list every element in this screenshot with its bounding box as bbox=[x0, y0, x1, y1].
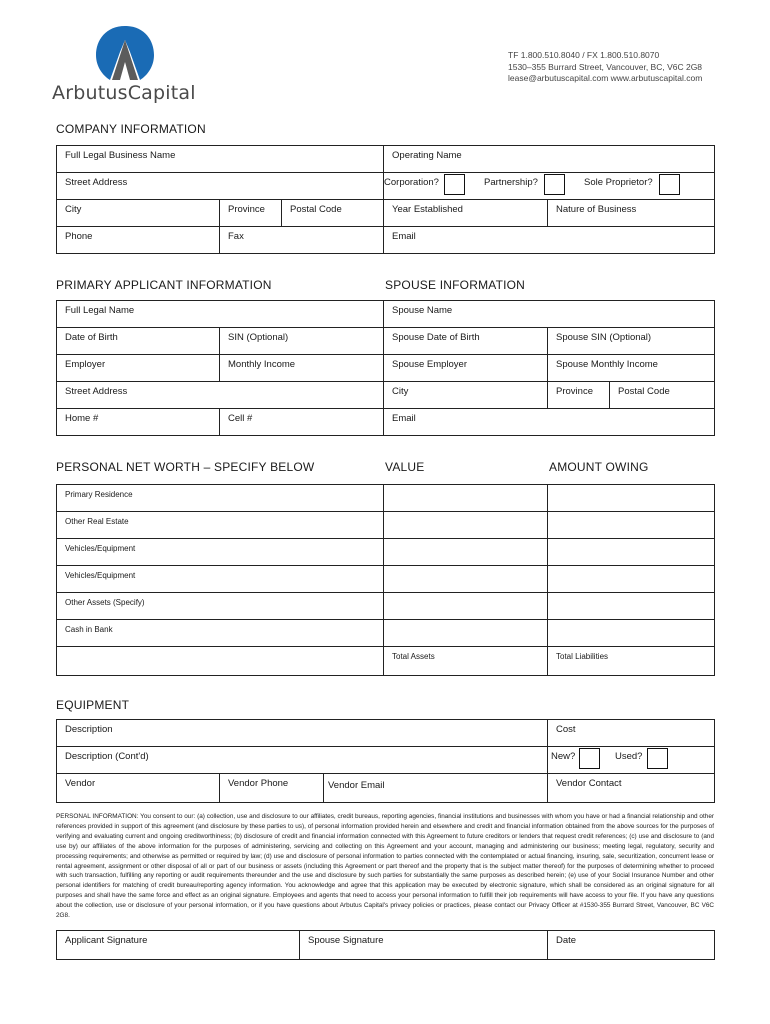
sole-proprietor-label: Sole Proprietor? bbox=[584, 177, 653, 188]
asset-row-label: Primary Residence bbox=[57, 485, 384, 512]
sole-proprietor-checkbox[interactable] bbox=[659, 174, 680, 195]
company-info-heading: COMPANY INFORMATION bbox=[56, 122, 206, 136]
applicant-postal-code-field[interactable] bbox=[610, 382, 715, 409]
net-worth-heading: PERSONAL NET WORTH – SPECIFY BELOW bbox=[56, 460, 315, 474]
business-type-checkboxes bbox=[384, 173, 715, 200]
field-label: City bbox=[65, 204, 82, 215]
field-label: Spouse Name bbox=[392, 305, 453, 316]
field-label: Email bbox=[392, 231, 416, 242]
asset-owing-field[interactable] bbox=[548, 566, 715, 593]
contact-address: 1530–355 Burrard Street, Vancouver, BC, V6C 2G8 bbox=[508, 61, 703, 72]
full-legal-business-name-field[interactable] bbox=[57, 146, 384, 173]
applicant-home-phone-field[interactable] bbox=[57, 409, 220, 436]
total-liabilities-field[interactable] bbox=[548, 647, 715, 676]
asset-value-field[interactable] bbox=[384, 485, 548, 512]
logo-wordmark: ArbutusCapital bbox=[52, 82, 196, 104]
field-label: SIN (Optional) bbox=[228, 332, 289, 343]
field-label: Home # bbox=[65, 413, 99, 424]
field-label: Phone bbox=[65, 231, 93, 242]
applicant-signature-field[interactable] bbox=[57, 931, 300, 960]
field-label: Vendor Contact bbox=[556, 778, 622, 789]
field-label: City bbox=[392, 386, 409, 397]
contact-block bbox=[508, 50, 748, 85]
field-label: Monthly Income bbox=[228, 359, 296, 370]
asset-value-field[interactable] bbox=[384, 566, 548, 593]
field-label: Total Assets bbox=[392, 652, 435, 661]
field-label: Street Address bbox=[65, 177, 128, 188]
field-label: Full Legal Name bbox=[65, 305, 135, 316]
spouse-sin-field[interactable] bbox=[548, 328, 715, 355]
spouse-dob-field[interactable] bbox=[384, 328, 548, 355]
asset-value-field[interactable] bbox=[384, 512, 548, 539]
field-label: Province bbox=[556, 386, 593, 397]
field-label: Cost bbox=[556, 724, 576, 735]
field-label: Spouse SIN (Optional) bbox=[556, 332, 652, 343]
asset-value-field[interactable] bbox=[384, 539, 548, 566]
field-label: Vendor bbox=[65, 778, 96, 789]
new-checkbox[interactable] bbox=[579, 748, 600, 769]
field-label: Spouse Date of Birth bbox=[392, 332, 480, 343]
field-label: Spouse Employer bbox=[392, 359, 467, 370]
field-label: Operating Name bbox=[392, 150, 462, 161]
asset-value-field[interactable] bbox=[384, 593, 548, 620]
arbutus-logo-icon bbox=[90, 22, 160, 84]
field-label: Full Legal Business Name bbox=[65, 150, 176, 161]
company-info-table bbox=[56, 145, 715, 254]
vendor-contact-field[interactable] bbox=[548, 774, 715, 803]
equipment-table bbox=[56, 719, 715, 803]
field-label: Vendor Phone bbox=[228, 778, 289, 789]
applicant-cell-phone-field[interactable] bbox=[220, 409, 384, 436]
field-label: Applicant Signature bbox=[65, 935, 148, 946]
contact-phones: TF 1.800.510.8040 / FX 1.800.510.8070 bbox=[508, 50, 660, 60]
asset-row-label: Vehicles/Equipment bbox=[57, 539, 384, 566]
asset-owing-field[interactable] bbox=[548, 593, 715, 620]
asset-owing-field[interactable] bbox=[548, 512, 715, 539]
field-label: Spouse Monthly Income bbox=[556, 359, 658, 370]
asset-owing-field[interactable] bbox=[548, 539, 715, 566]
personal-information-consent: PERSONAL INFORMATION: You consent to our: (a) collection, use and disclosure to our affiliates, credit bureaus, reporting agencies, financial institutions and businesses with whom you have or had a financial relationship and other references provided in support of this agreement (and disclosure by these parties to us), of personal information provided herein and elsewhere and credit and financial information obtained from the above sources for the purposes of verifying and evaluating current and ongoing creditworthiness; (b) disclosure of credit and financial information connected with this Agreement to future creditors or lenders that request credit references; (c) use and disclosure to (and use by) our affiliates of the above information for the purposes of administering, servicing and collecting on this Agreement and your account, managing and administering our business; meeting legal, regulatory, security and processing requirements; and otherwise as permitted or required by law; (d) use and disclosure of personal information to parties connected with the contemplated or actual financing, insuring, sale, securitization, concurrent lease or rental agreement, assignment or other disposal of all or part of our business or assets (including this Agreement or part thereof and the property that is the subject matter thereof) for the purposes of determining whether to proceed with such transaction, fulfilling any reporting or audit requirements thereunder and the use and disclosure by such parties for substantially the same purposes as described herein; (e) use of your Social Insurance Number and other personal identifiers for matching of credit bureau/reporting agency information. You acknowledge and agree that this application may be executed by electronic signature, which shall be considered as an original signature for all purposes and shall have the same force and effect as an original signature. Employees and agents that need to access your personal information to fulfill their job requirements will have access to your file. If you have any questions about the collection, use or disclosure of your personal information, or if you have questions about Arbutus Capital's privacy policies or practices, please contact our Privacy Officer at #1530-355 Burrard Street, Vancouver, BC V6C 2G8. bbox=[56, 813, 714, 920]
field-label: Date bbox=[556, 935, 577, 946]
field-label: Employer bbox=[65, 359, 106, 370]
operating-name-field[interactable] bbox=[384, 146, 715, 173]
equipment-heading: EQUIPMENT bbox=[56, 698, 130, 712]
amount-owing-heading: AMOUNT OWING bbox=[549, 460, 649, 474]
asset-value-field[interactable] bbox=[384, 620, 548, 647]
field-label: Year Established bbox=[392, 204, 463, 215]
field-label: Description (Cont'd) bbox=[65, 751, 149, 762]
field-label: Fax bbox=[228, 231, 244, 242]
company-street-address-field[interactable] bbox=[57, 173, 384, 200]
company-postal-code-field[interactable] bbox=[282, 200, 384, 227]
used-checkbox[interactable] bbox=[647, 748, 668, 769]
company-email-field[interactable] bbox=[384, 227, 715, 254]
vendor-field[interactable] bbox=[57, 774, 220, 803]
company-logo bbox=[52, 22, 196, 108]
vendor-email-field[interactable] bbox=[324, 774, 548, 803]
spouse-signature-field[interactable] bbox=[300, 931, 548, 960]
asset-row-label: Vehicles/Equipment bbox=[57, 566, 384, 593]
applicant-city-field[interactable] bbox=[384, 382, 548, 409]
net-worth-table bbox=[56, 484, 715, 676]
contact-email-web: lease@arbutuscapital.com www.arbutuscapital.com bbox=[508, 73, 703, 83]
total-assets-field[interactable] bbox=[384, 647, 548, 676]
field-label: Email bbox=[392, 413, 416, 424]
asset-row-label: Other Real Estate bbox=[57, 512, 384, 539]
field-label: Nature of Business bbox=[556, 204, 637, 215]
field-label: Postal Code bbox=[290, 204, 342, 215]
equipment-description-field[interactable] bbox=[57, 720, 548, 747]
equipment-description-contd-field[interactable] bbox=[57, 747, 548, 774]
applicant-street-address-field[interactable] bbox=[57, 382, 384, 409]
primary-applicant-heading: PRIMARY APPLICANT INFORMATION bbox=[56, 278, 272, 292]
field-label: Cell # bbox=[228, 413, 253, 424]
company-province-field[interactable] bbox=[220, 200, 282, 227]
spouse-name-field[interactable] bbox=[384, 301, 715, 328]
equipment-cost-field[interactable] bbox=[548, 720, 715, 747]
corporation-label: Corporation? bbox=[384, 177, 439, 188]
vendor-phone-field[interactable] bbox=[220, 774, 324, 803]
spouse-monthly-income-field[interactable] bbox=[548, 355, 715, 382]
asset-owing-field[interactable] bbox=[548, 620, 715, 647]
field-label: Vendor Email bbox=[328, 780, 385, 791]
used-label: Used? bbox=[615, 751, 643, 762]
applicant-province-field[interactable] bbox=[548, 382, 610, 409]
asset-owing-field[interactable] bbox=[548, 485, 715, 512]
asset-row-label: Cash in Bank bbox=[57, 620, 384, 647]
applicant-monthly-income-field[interactable] bbox=[220, 355, 384, 382]
field-label: Description bbox=[65, 724, 113, 735]
field-label: Date of Birth bbox=[65, 332, 118, 343]
field-label: Spouse Signature bbox=[308, 935, 384, 946]
field-label: Total Liabilities bbox=[556, 652, 609, 661]
value-heading: VALUE bbox=[385, 460, 425, 474]
condition-checkboxes bbox=[548, 747, 715, 774]
asset-row-label: Other Assets (Specify) bbox=[57, 593, 384, 620]
field-label: Postal Code bbox=[618, 386, 670, 397]
applicant-dob-field[interactable] bbox=[57, 328, 220, 355]
spouse-employer-field[interactable] bbox=[384, 355, 548, 382]
new-label: New? bbox=[551, 751, 576, 762]
totals-spacer bbox=[57, 647, 384, 676]
company-phone-field[interactable] bbox=[57, 227, 220, 254]
signature-table bbox=[56, 930, 715, 960]
company-fax-field[interactable] bbox=[220, 227, 384, 254]
applicant-full-legal-name-field[interactable] bbox=[57, 301, 384, 328]
applicant-email-field[interactable] bbox=[384, 409, 715, 436]
year-established-field[interactable] bbox=[384, 200, 548, 227]
company-city-field[interactable] bbox=[57, 200, 220, 227]
nature-of-business-field[interactable] bbox=[548, 200, 715, 227]
signature-date-field[interactable] bbox=[548, 931, 715, 960]
partnership-label: Partnership? bbox=[484, 177, 538, 188]
spouse-info-heading: SPOUSE INFORMATION bbox=[385, 278, 526, 292]
field-label: Street Address bbox=[65, 386, 128, 397]
corporation-checkbox[interactable] bbox=[444, 174, 465, 195]
applicant-employer-field[interactable] bbox=[57, 355, 220, 382]
field-label: Province bbox=[228, 204, 265, 215]
partnership-checkbox[interactable] bbox=[544, 174, 565, 195]
applicant-spouse-table bbox=[56, 300, 715, 436]
applicant-sin-field[interactable] bbox=[220, 328, 384, 355]
